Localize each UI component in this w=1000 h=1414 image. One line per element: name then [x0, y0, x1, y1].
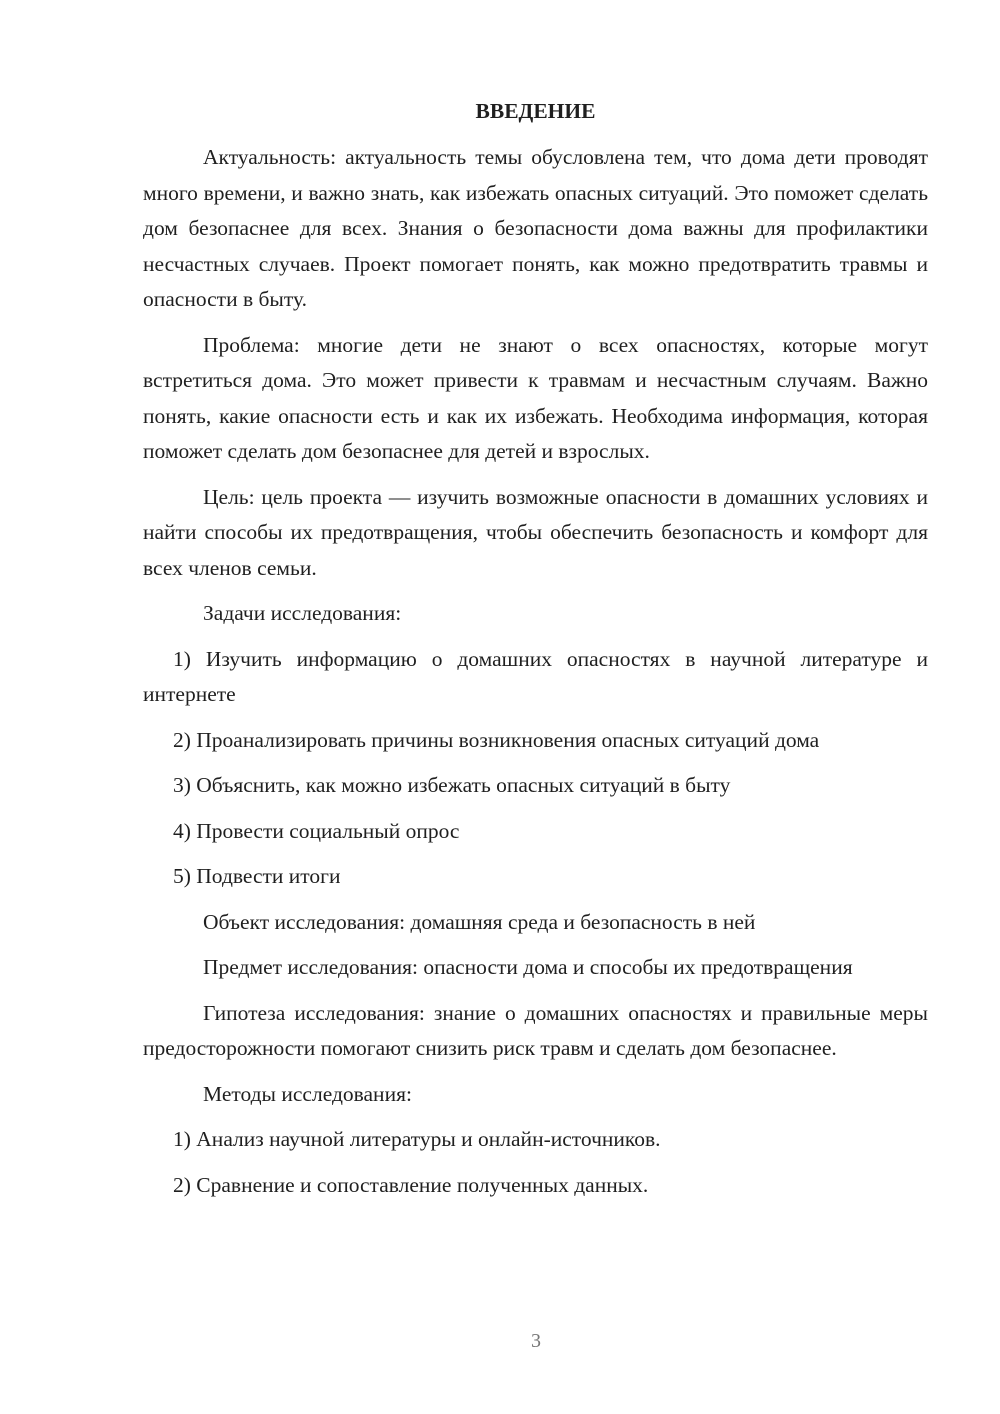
hypothesis-paragraph: Гипотеза исследования: знание о домашних опасностях и правильные меры предосторожности помогают снизить риск травм и сделать дом безопаснее.: [143, 1000, 928, 1060]
task-item-4: 4) Провести социальный опрос: [173, 818, 460, 843]
object-paragraph: Объект исследования: домашняя среда и безопасность в ней: [203, 909, 756, 934]
goal-paragraph: Цель: цель проекта — изучить возможные опасности в домашних условиях и найти способы их предотвращения, чтобы обеспечить безопасность и комфорт для всех членов семьи.: [143, 484, 928, 580]
page-title: ВВЕДЕНИЕ: [475, 99, 596, 123]
problem-paragraph: Проблема: многие дети не знают о всех опасностях, которые могут встретиться дома. Это может привести к травмам и несчастным случаям. Важно понять, какие опасности есть и как их избежать. Необходима информация, которая поможет сделать дом безопаснее для детей и взрослых.: [143, 332, 928, 463]
tasks-heading: Задачи исследования:: [203, 601, 402, 625]
task-item-5: 5) Подвести итоги: [173, 864, 341, 888]
task-item-3: 3) Объяснить, как можно избежать опасных ситуаций в быту: [173, 773, 731, 797]
method-item-2: 2) Сравнение и сопоставление полученных данных.: [173, 1172, 649, 1197]
task-item-1: 1) Изучить информацию о домашних опасностях в научной литературе и интернете: [143, 646, 928, 706]
methods-heading: Методы исследования:: [203, 1081, 412, 1106]
subject-paragraph: Предмет исследования: опасности дома и способы их предотвращения: [203, 955, 853, 979]
document-body: [143, 92, 928, 1213]
method-item-1: 1) Анализ научной литературы и онлайн-источников.: [173, 1127, 661, 1151]
relevance-paragraph: Актуальность: актуальность темы обусловлена тем, что дома дети проводят много времени, и важно знать, как избежать опасных ситуаций. Это поможет сделать дом безопаснее для всех. Знания о безопасности дома важны для профилактики несчастных случаев. Проект помогает понять, как можно предотвратить травмы и опасности в быту.: [143, 145, 928, 311]
page-number: 3: [531, 1330, 541, 1352]
task-item-2: 2) Проанализировать причины возникновения опасных ситуаций дома: [173, 727, 820, 752]
